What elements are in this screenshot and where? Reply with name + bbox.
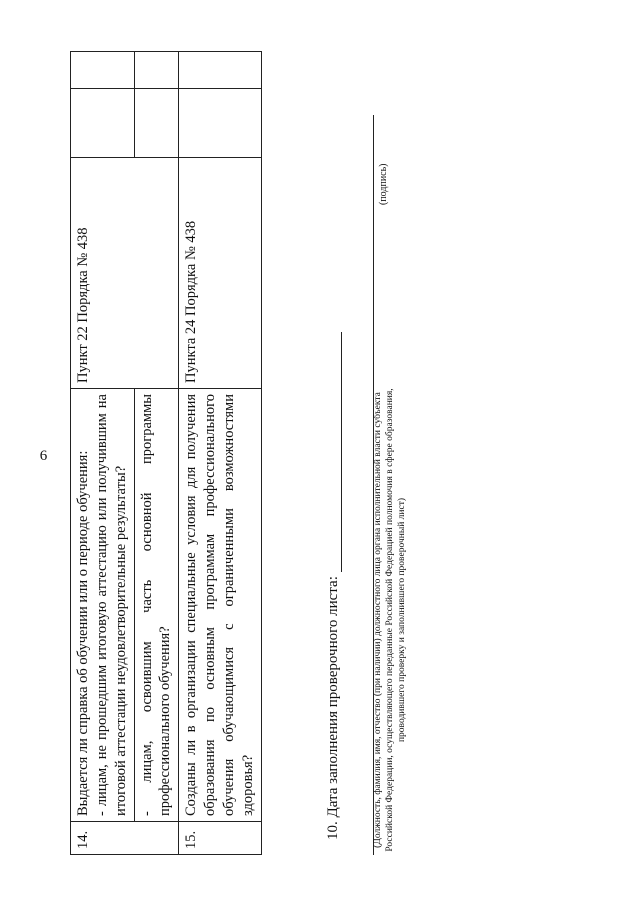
question-cell [71,389,135,822]
date-input-line[interactable] [327,332,342,572]
checklist-table [70,51,262,855]
row-number: 15. [179,822,261,855]
reference-cell: Пункта 24 Порядка № 438 [179,158,261,389]
question-text: Созданы ли в организации специальные условия для получения образования по основным программам профессионального обучения обучающимися с ограниченными возможностями здоровья? [179,389,261,822]
reference-cell: Пункт 22 Порядка № 438 [71,158,179,389]
table-row [179,52,261,855]
note-cell[interactable] [71,52,135,89]
note-cell[interactable] [134,52,179,89]
answer-cell[interactable] [179,89,261,158]
date-field [325,332,342,840]
question-text: Выдается ли справка об обучении или о периоде обучения: [75,450,91,816]
row-number: 14. [71,822,179,855]
answer-cell[interactable] [134,89,179,158]
page-number: 6 [39,447,48,464]
signature-caption: (Должность, фамилия, имя, отчество (при наличии) должностного лица органа исполнительной власти субъекта Российской Федерации, осуществляющего переданные Российской Федерацией полномочия в сфере образования, проводившего проверку и заполнившего проверочный лист) [373,388,407,852]
signature-label: (подпись) [378,163,389,205]
signature-rule-2 [373,115,374,385]
answer-cell[interactable] [71,89,135,158]
question-subitem: - лицам, освоившим часть основной программы профессионального обучения? [134,389,179,822]
note-cell[interactable] [179,52,261,89]
date-label: 10. Дата заполнения проверочного листа: [325,576,341,840]
table-row [71,52,135,855]
question-subitem: - лицам, не прошедшим итоговую аттестацию или получившим на итоговой аттестации неудовлетворительные результаты? [93,394,129,816]
